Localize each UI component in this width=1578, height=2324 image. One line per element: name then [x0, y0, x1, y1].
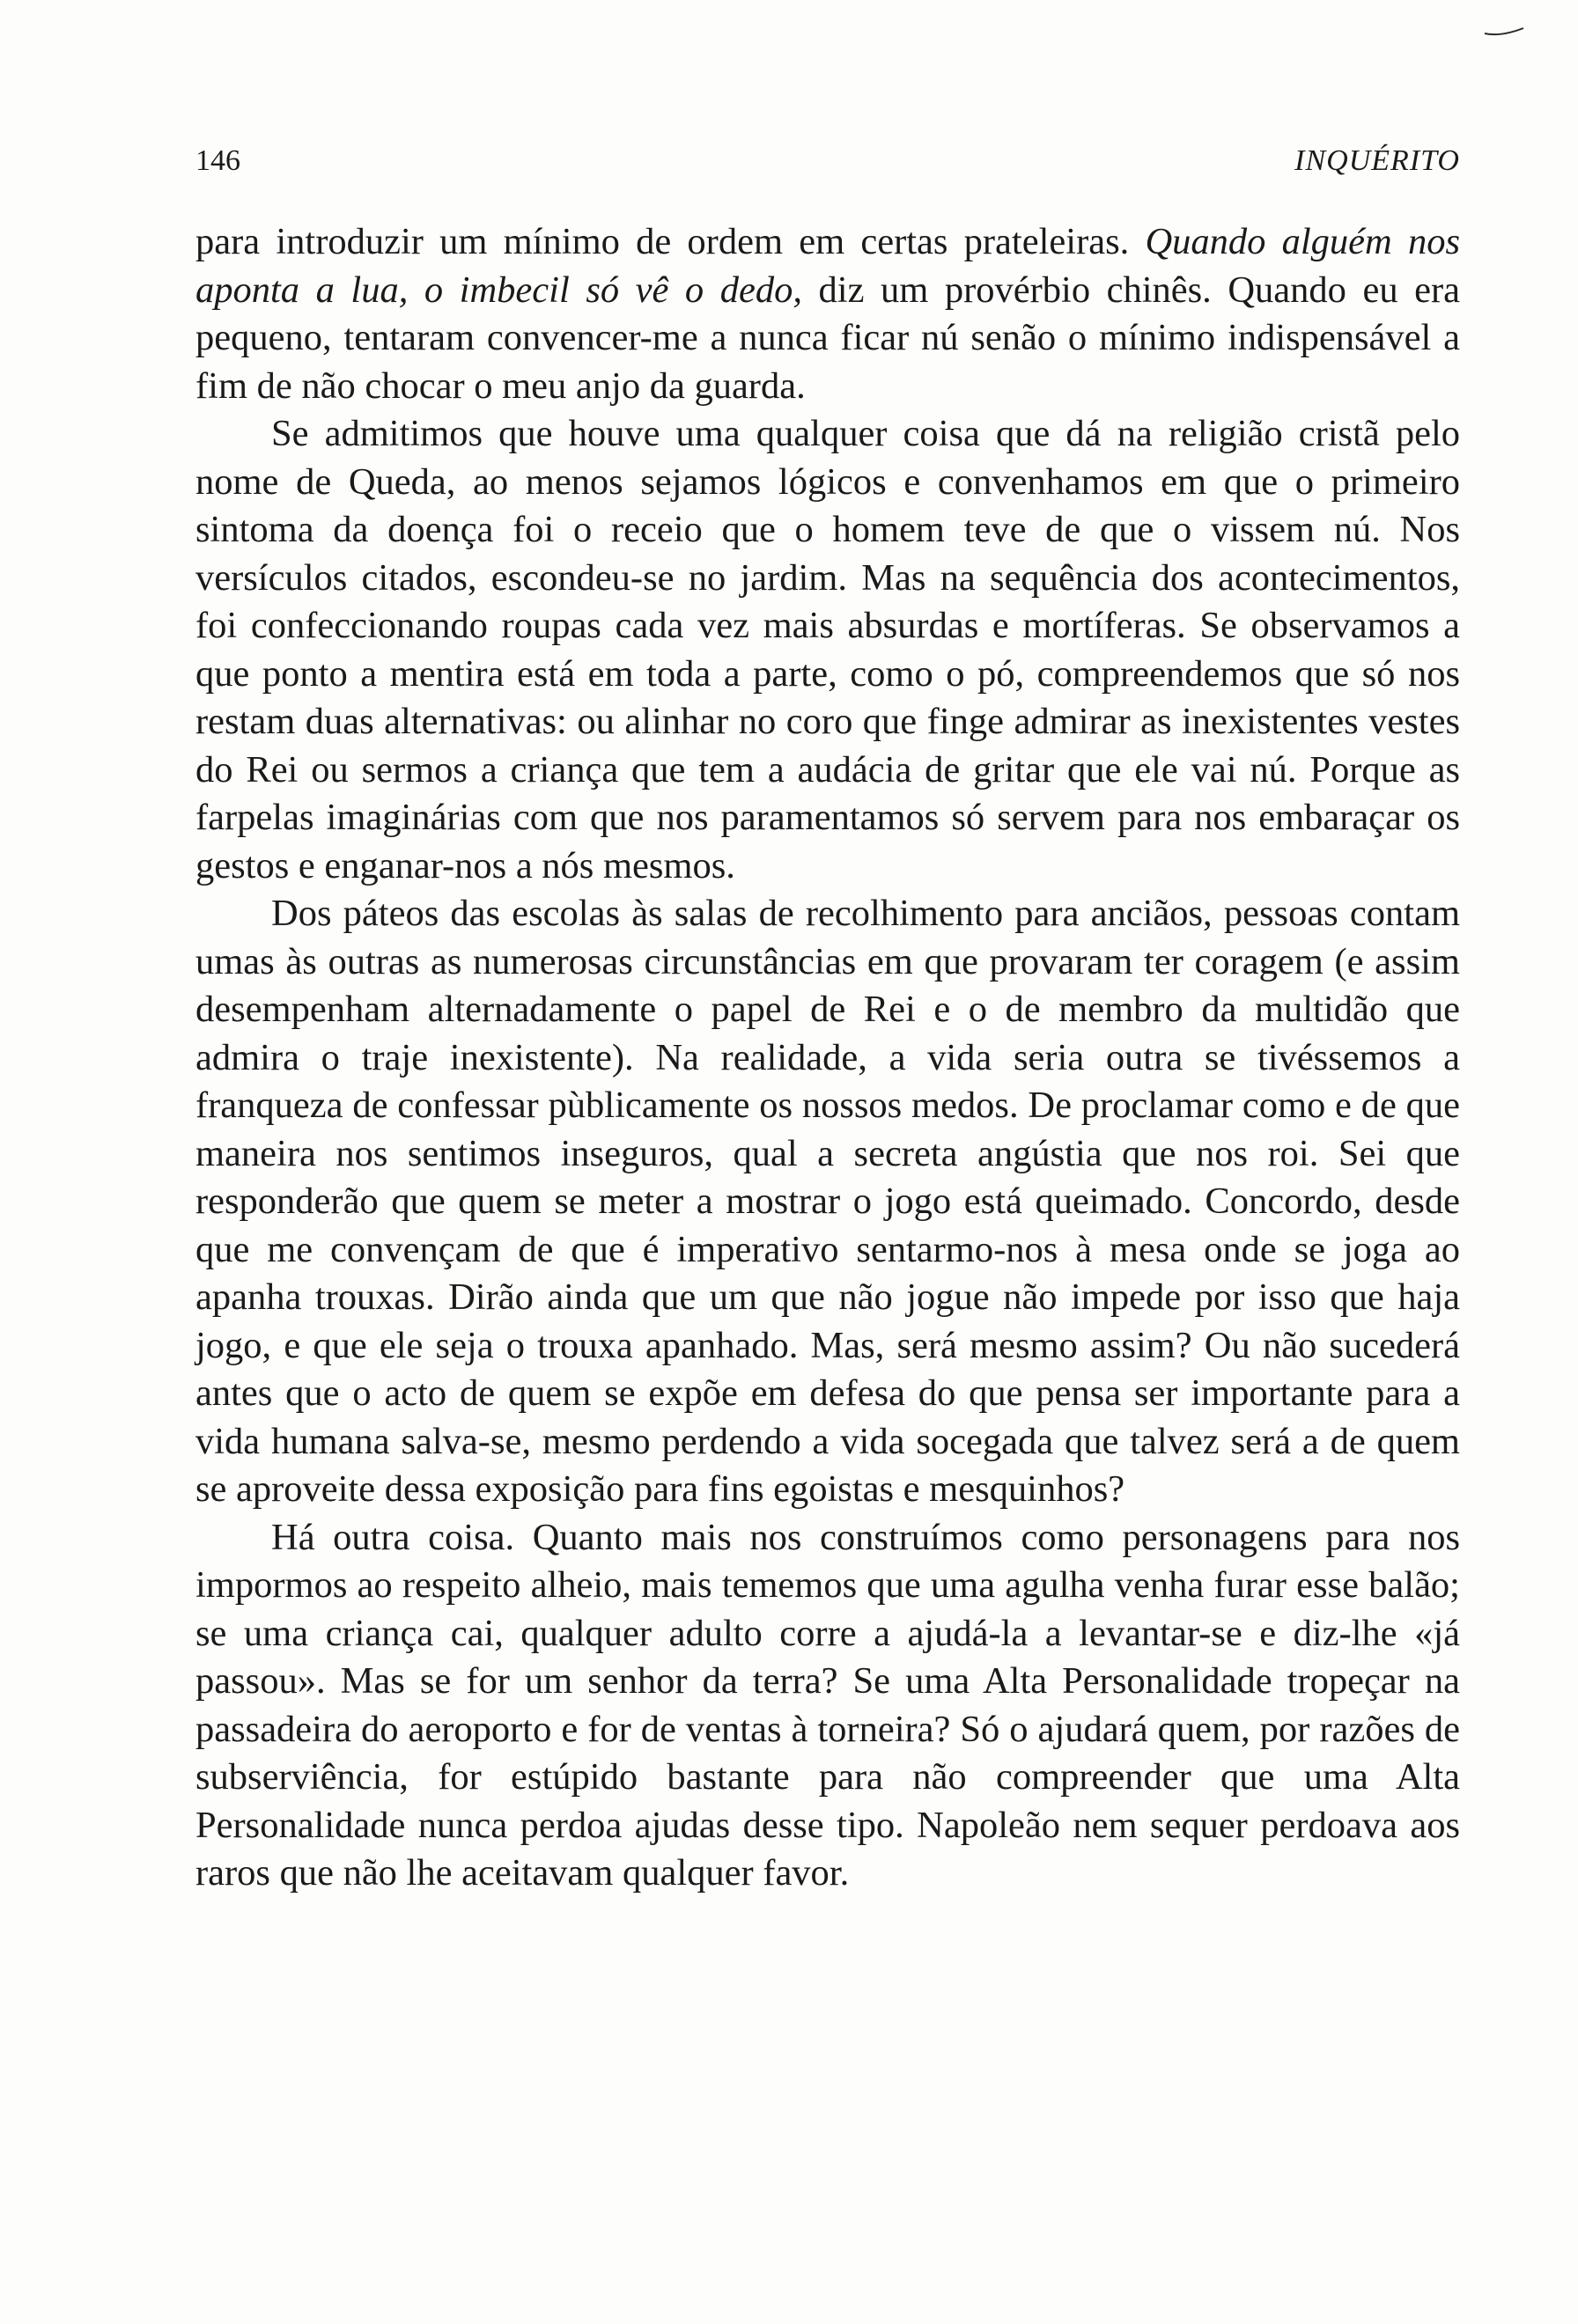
paragraph — [195, 890, 1460, 1514]
body-text — [195, 218, 1460, 1898]
page-number: 146 — [195, 144, 240, 177]
text-run: Há outra coisa. Quanto mais nos construímos como personagens para nos impormos ao respeito alheio, mais tememos que uma agulha venha furar esse balão; se uma criança cai, qualquer adulto corre a ajudá-la a levantar-se e diz-lhe «já passou». Mas se for um senhor da terra? Se uma Alta Personalidade tropeçar na passadeira do aeroporto e for de ventas à torneira? Só o ajudará quem, por razões de subserviência, for estúpido bastante para não compreender que uma Alta Personalidade nunca perdoa ajudas desse tipo. Napoleão nem sequer perdoava aos raros que não lhe aceitavam qualquer favor. — [195, 1516, 1460, 1894]
paragraph-continuation — [195, 218, 1460, 410]
text-run: Se admitimos que houve uma qualquer coisa que dá na religião cristã pelo nome de Queda, ao menos sejamos lógicos e convenhamos em que o primeiro sintoma da doença foi o receio que o homem teve de que o vissem nú. Nos versículos citados, escondeu-se no jardim. Mas na sequência dos acontecimentos, foi confeccionando roupas cada vez mais absurdas e mortíferas. Se observamos a que ponto a mentira está em toda a parte, como o pó, compreendemos que só nos restam duas alternativas: ou alinhar no coro que finge admirar as inexistentes vestes do Rei ou sermos a criança que tem a audácia de gritar que ele vai nú. Porque as farpelas imaginárias com que nos paramentamos só servem para nos embaraçar os gestos e enganar-nos a nós mesmos. — [195, 413, 1460, 886]
running-title: INQUÉRITO — [1294, 144, 1460, 177]
italic-text-run: Quando alguém nos aponta a lua, o imbecil só vê o dedo, — [195, 221, 1460, 311]
corner-ink-mark — [1483, 25, 1525, 37]
page-header — [195, 144, 1460, 194]
text-run: Dos páteos das escolas às salas de recolhimento para anciãos, pessoas contam umas às outras as numerosas circunstâncias em que provaram ter coragem (e assim desempenham alternadamente o papel de Rei e o de membro da multidão que admira o traje inexistente). Na realidade, a vida seria outra se tivéssemos a franqueza de confessar pùblicamente os nossos medos. De proclamar como e de que maneira nos sentimos inseguros, qual a secreta angústia que nos roi. Sei que responderão que quem se meter a mostrar o jogo está queimado. Concordo, desde que me convençam de que é imperativo sentarmo-nos à mesa onde se joga ao apanha trouxas. Dirão ainda que um que não jogue não impede por isso que haja jogo, e que ele seja o trouxa apanhado. Mas, será mesmo assim? Ou não sucederá antes que o acto de quem se expõe em defesa do que pensa ser importante para a vida humana salva-se, mesmo perdendo a vida socegada que talvez será a de quem se aproveite dessa exposição para fins egoistas e mesquinhos? — [195, 893, 1460, 1510]
paragraph — [195, 1514, 1460, 1898]
text-run: diz um provérbio chinês. Quando eu era pequeno, tentaram convencer-me a nunca ficar nú senão o mínimo indispensável a fim de não chocar o meu anjo da guarda. — [195, 268, 1460, 407]
text-run: para introduzir um mínimo de ordem em certas prateleiras. — [195, 221, 1146, 262]
paragraph — [195, 410, 1460, 890]
